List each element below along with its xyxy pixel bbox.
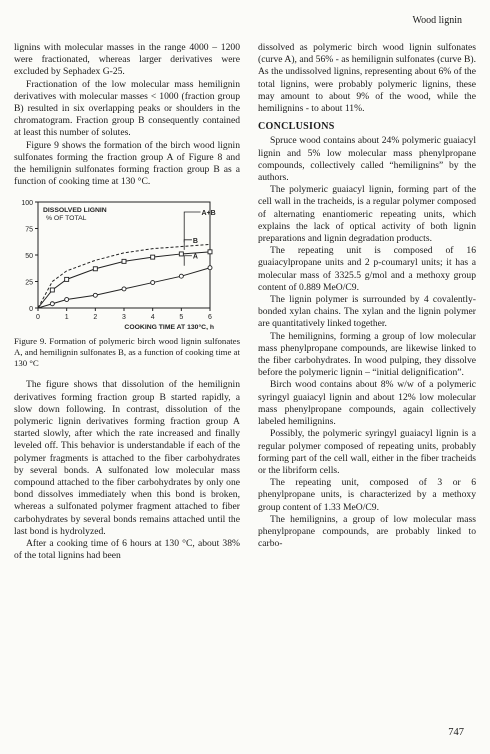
x-tick-label: 1 [64,314,69,322]
figure-caption: Figure 9. Formation of polymeric birch wood lignin sulfonates A, and hemilignin sulfonates B, as a function of cooking time at 130 °C [14,336,240,369]
y-axis-unit-label: % OF TOTAL [46,215,87,223]
section-heading: CONCLUSIONS [258,121,335,133]
data-point [122,287,126,291]
x-tick-label: 5 [179,314,184,322]
data-point [208,250,212,254]
paragraph: The hemilignins, a group of low molecular mass phenylpropane compounds, are probably linked to carbo- [258,513,476,550]
curve-label: A+B [201,210,216,218]
right-column [258,42,476,550]
paragraph: The lignin polymer is surrounded by 4 covalently-bonded xylan chains. The xylan and the lignin polymer are quantitatively linked together. [258,294,476,330]
paragraph: After a cooking time of 6 hours at 130 °C, about 38% of the total lignins had been [14,538,240,562]
data-point [179,275,183,279]
paragraph: Figure 9 shows the formation of the birch wood lignin sulfonates forming the fraction group A of Figure 8 and the hemilignin sulfonates forming fraction group B as a function of cooking time at 130 °C. [14,139,240,188]
y-tick-label: 50 [25,253,33,261]
paragraph: Birch wood contains about 8% w/w of a polymeric syringyl guaiacyl lignin and about 12% low molecular mass phenylpropane compounds, again collectively labeled hemilignins. [258,379,476,428]
data-point [93,267,97,271]
x-tick-label: 4 [150,314,155,322]
left-column [14,42,240,562]
paragraph: Spruce wood contains about 24% polymeric guaiacyl lignin and 5% low molecular mass phenylpropane compounds, collectively called “hemilignins” by the authors. [258,135,476,184]
figure-9-chart [14,194,240,330]
running-header: Wood lignin [412,15,462,26]
data-point [65,298,69,302]
data-point [151,256,155,260]
data-point [65,278,69,282]
y-axis-label: DISSOLVED LIGNIN [43,207,107,215]
y-tick-label: 25 [25,279,33,287]
paragraph: lignins with molecular masses in the range 4000 – 1200 were fractionated, whereas larger derivatives were excluded by Sephadex G-25. [14,42,240,78]
paragraph: dissolved as polymeric birch wood lignin sulfonates (curve A), and 56% - as hemilignin sulfonates (curve B). As the undissolved lignins, representing about 6% of the total lignins, were probably polymeric lignins, these may amount to about 9% of the wood, while the hemilignins - to about 11%. [258,42,476,115]
paragraph: The repeating unit, composed of 3 or 6 phenylpropane units, is characterized by a methoxy group content of 1.33 MeO/C9. [258,477,476,513]
paragraph: The figure shows that dissolution of the hemilignin derivatives forming fraction group B started rapidly, a slow down following. In contrast, dissolution of the polymeric lignin derivatives forming fraction group A started slowly, after which the rate increased and finally leveled off. This behavior is understandable if each of the polymer fragments is attached to the fiber carbohydrates by several bonds. A sulfonated low molecular mass compound attached to the fiber carbohydrates by only one bond dissolves immediately when this bond is broken, whereas a sulfonated polymer fragment attached to fiber carbohydrates by several bonds remains attached until the last bond is hydrolyzed. [14,379,240,537]
x-tick-label: 6 [208,314,212,322]
curve-label-leader [184,240,192,250]
x-tick-label: 3 [122,314,126,322]
x-tick-label: 2 [93,314,98,322]
data-point [151,281,155,285]
paragraph: The polymeric guaiacyl lignin, forming part of the cell wall in the tracheids, is a regular polymer composed of alternating enantiomeric repeating units, which explains the lack of optical activity of both lignin preparations and lignin degradation products. [258,184,476,245]
line-chart [14,194,240,330]
data-point [179,252,183,256]
data-point [93,294,97,298]
curve-label: B [192,238,198,246]
x-tick-label: 0 [36,314,40,322]
curve-label: A [192,254,198,262]
paragraph: The hemilignins, forming a group of low molecular mass phenylpropane compounds, are likewise linked to the fiber carbohydrates. In wood pulping, they dissolve before the polymeric lignin – “initial delignification”. [258,330,476,379]
data-point [50,302,54,306]
x-axis-label: COOKING TIME AT 130°C, h [124,324,214,331]
paragraph: The repeating unit is composed of 16 guaiacylpropane units and 2 p-coumaryl units; it has a molecular mass of 3325.5 g/mol and a methoxy group content of 0.889 MeO/C9. [258,245,476,293]
y-tick-label: 0 [29,306,33,314]
data-point [50,288,54,292]
data-point [122,260,126,264]
y-tick-label: 100 [21,200,33,208]
page-number: 747 [448,727,464,738]
curve-label-leader [184,256,192,266]
paragraph: Fractionation of the low molecular mass hemilignin derivatives with molecular masses < 1000 (fraction group B) resulted in six overlapping peaks or shoulders in the chromatogram. Fraction group B consequently contained at least this number of solutes. [14,78,240,139]
data-point [208,266,212,270]
paragraph: Possibly, the polymeric syringyl guaiacyl lignin is a regular polymer composed of repeating units, probably forming part of the cell wall, either in the fiber tracheids or the libriform cells. [258,428,476,476]
y-tick-label: 75 [25,226,33,234]
